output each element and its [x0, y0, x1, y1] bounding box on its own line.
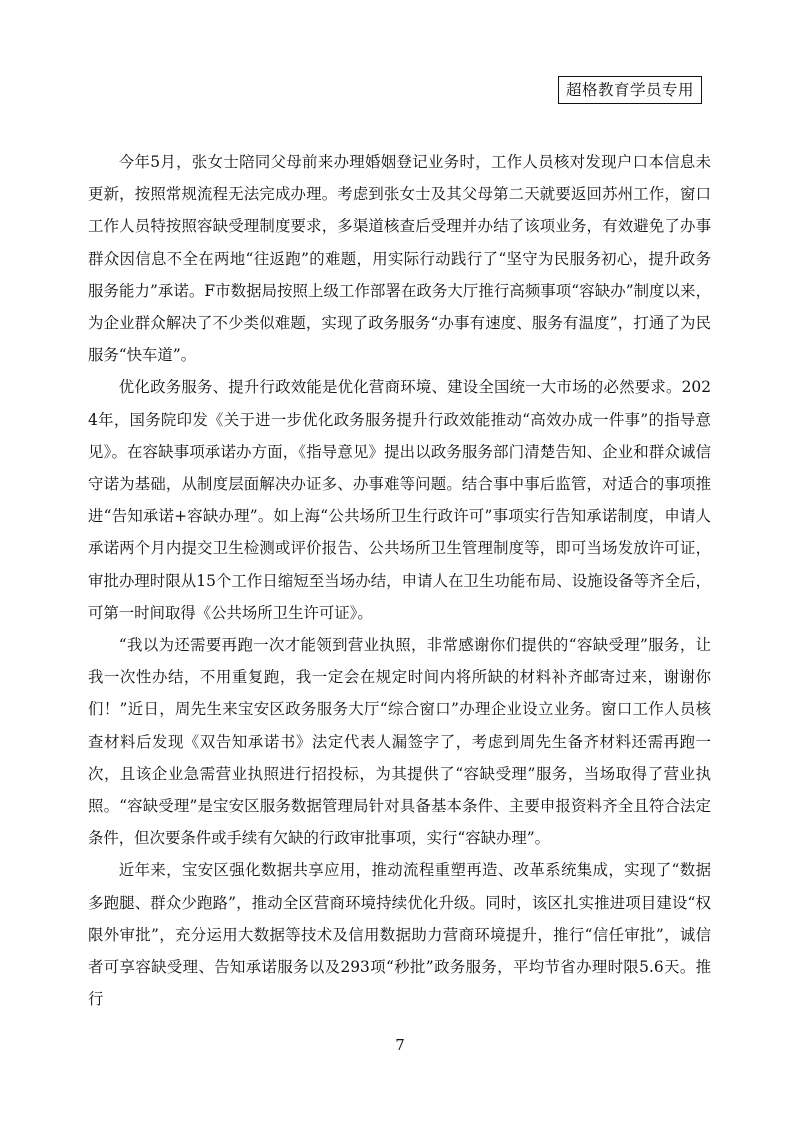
paragraph-2: 优化政务服务、提升行政效能是优化营商环境、建设全国统一大市场的必然要求。2024年，国务院印发《关于进一步优化政务服务提升行政效能推动“高效办成一件事”的指导意见》。在容缺事项承诺办方面，《指导意见》提出以政务服务部门清楚告知、企业和群众诚信守诺为基础，从制度层面解决办证多、办事难等问题。结合事中事后监管，对适合的事项推进“告知承诺+容缺办理”。如上海“公共场所卫生行政许可”事项实行告知承诺制度，申请人承诺两个月内提交卫生检测或评价报告、公共场所卫生管理制度等，即可当场发放许可证，审批办理时限从15个工作日缩短至当场办结，申请人在卫生功能布局、设施设备等齐全后，可第一时间取得《公共场所卫生许可证》。: [88, 378, 711, 622]
paragraph-3: “我以为还需要再跑一次才能领到营业执照，非常感谢你们提供的“容缺受理”服务，让我一次性办结，不用重复跑，我一定会在规定时间内将所缺的材料补齐邮寄过来，谢谢你们！”近日，周先生来宝安区政务服务大厅“综合窗口”办理企业设立业务。窗口工作人员核查材料后发现《双告知承诺书》法定代表人漏签字了，考虑到周先生备齐材料还需再跑一次，且该企业急需营业执照进行招投标，为其提供了“容缺受理”服务，当场取得了营业执照。“容缺受理”是宝安区服务数据管理局针对具备基本条件、主要申报资料齐全且符合法定条件，但次要条件或手续有欠缺的行政审批事项，实行“容缺办理”。: [88, 636, 711, 848]
body-text: [88, 146, 711, 1015]
paragraph-1: 今年5月，张女士陪同父母前来办理婚姻登记业务时，工作人员核对发现户口本信息未更新，按照常规流程无法完成办理。考虑到张女士及其父母第二天就要返回苏州工作，窗口工作人员特按照容缺受理制度要求，多渠道核查后受理并办结了该项业务，有效避免了办事群众因信息不全在两地“往返跑”的难题，用实际行动践行了“坚守为民服务初心，提升政务服务能力”承诺。F市数据局按照上级工作部署在政务大厅推行高频事项“容缺办”制度以来，为企业群众解决了不少类似难题，实现了政务服务“办事有速度、服务有温度”，打通了为民服务“快车道”。: [88, 153, 711, 365]
paragraph-4: 近年来，宝安区强化数据共享应用，推动流程重塑再造、改革系统集成，实现了“数据多跑腿、群众少跑路”，推动全区营商环境持续优化升级。同时，该区扎实推进项目建设“权限外审批”，充分运用大数据等技术及信用数据助力营商环境提升，推行“信任审批”，诚信者可享容缺受理、告知承诺服务以及293项“秒批”政务服务，平均节省办理时限5.6天。推行: [88, 861, 711, 1009]
header-tag: 超格教育学员专用: [558, 76, 702, 104]
page-number: 7: [395, 1036, 405, 1054]
